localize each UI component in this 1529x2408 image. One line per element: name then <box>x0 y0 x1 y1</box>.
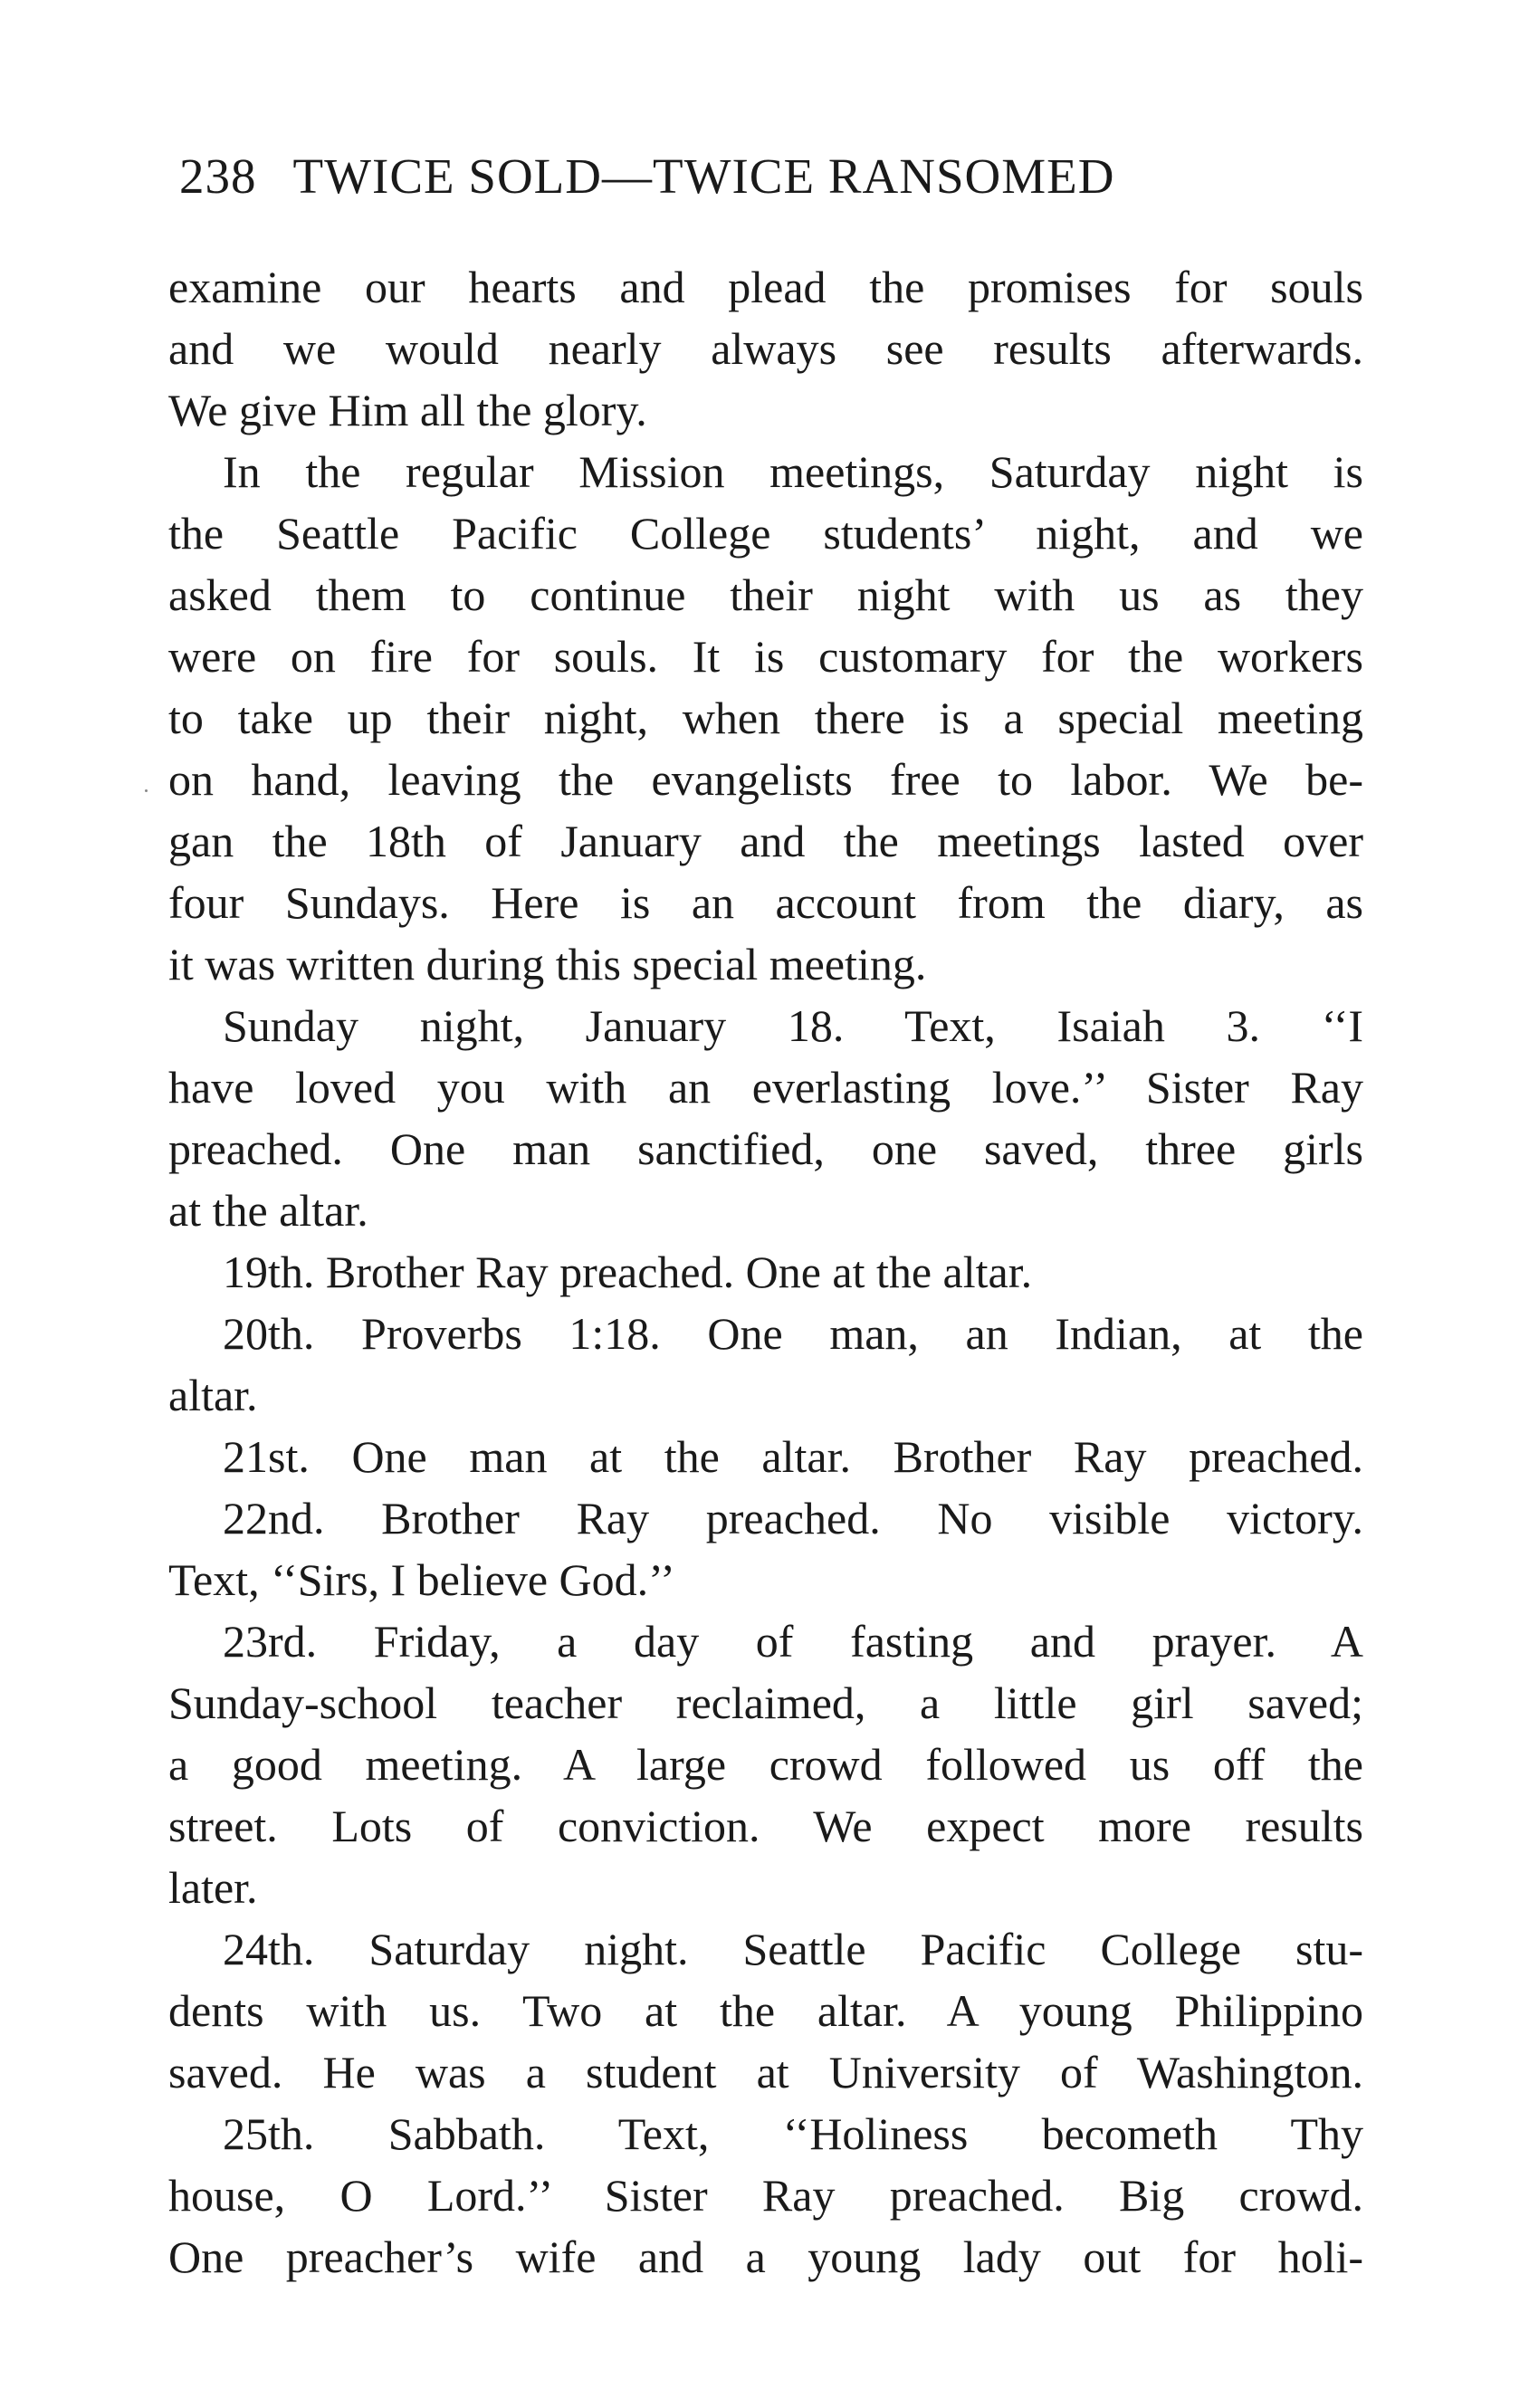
text-line: 21st. One man at the altar. Brother Ray preached. <box>223 1431 1363 1482</box>
text-line: altar. <box>168 1370 258 1420</box>
text-line: gan the 18th of January and the meetings lasted over <box>168 816 1363 866</box>
text-line: 25th. Sabbath. Text, ‘‘Holiness becometh Thy <box>223 2108 1363 2159</box>
running-header <box>179 145 1356 208</box>
text-line: In the regular Mission meetings, Saturday night is <box>223 446 1363 497</box>
text-line: the Seattle Pacific College students’ night, and we <box>168 508 1363 559</box>
text-line: Text, ‘‘Sirs, I believe God.’’ <box>168 1554 675 1605</box>
text-line: 20th. Proverbs 1:18. One man, an Indian, at the <box>223 1308 1363 1359</box>
text-line: dents with us. Two at the altar. A young Philippino <box>168 1985 1363 2036</box>
text-line: four Sundays. Here is an account from the diary, as <box>168 877 1363 928</box>
text-line: 23rd. Friday, a day of fasting and prayer. A <box>223 1616 1363 1667</box>
text-line: preached. One man sanctified, one saved, three girls <box>168 1123 1363 1174</box>
text-line: 19th. Brother Ray preached. One at the altar. <box>223 1247 1033 1297</box>
running-title: TWICE SOLD—TWICE RANSOMED <box>292 148 1115 204</box>
text-line: One preacher’s wife and a young lady out for holi- <box>168 2231 1363 2282</box>
text-line: were on fire for souls. It is customary for the workers <box>168 631 1363 682</box>
body-text <box>168 256 1363 2288</box>
text-line: at the altar. <box>168 1185 368 1236</box>
stray-ink-mark <box>145 789 148 792</box>
text-line: We give Him all the glory. <box>168 385 647 435</box>
text-line: have loved you with an everlasting love.’’ Sister Ray <box>168 1062 1363 1113</box>
text-line: 22nd. Brother Ray preached. No visible victory. <box>223 1493 1363 1543</box>
text-line: house, O Lord.’’ Sister Ray preached. Big crowd. <box>168 2170 1363 2221</box>
text-line: to take up their night, when there is a special meeting <box>168 693 1363 743</box>
text-line: 24th. Saturday night. Seattle Pacific College stu- <box>223 1924 1363 1974</box>
text-line: asked them to continue their night with us as they <box>168 569 1363 620</box>
text-line: Sunday night, January 18. Text, Isaiah 3. ‘‘I <box>223 1000 1363 1051</box>
text-line: street. Lots of conviction. We expect more results <box>168 1801 1363 1851</box>
text-line: on hand, leaving the evangelists free to labor. We be- <box>168 754 1363 805</box>
text-line: saved. He was a student at University of Washington. <box>168 2047 1363 2097</box>
text-line: and we would nearly always see results afterwards. <box>168 323 1363 374</box>
text-line: it was written during this special meeting. <box>168 939 927 989</box>
text-line: Sunday-school teacher reclaimed, a little girl saved; <box>168 1677 1363 1728</box>
page-number: 238 <box>179 148 257 204</box>
text-line: examine our hearts and plead the promises for souls <box>168 262 1363 312</box>
text-line: later. <box>168 1862 258 1913</box>
text-line: a good meeting. A large crowd followed us off the <box>168 1739 1363 1790</box>
